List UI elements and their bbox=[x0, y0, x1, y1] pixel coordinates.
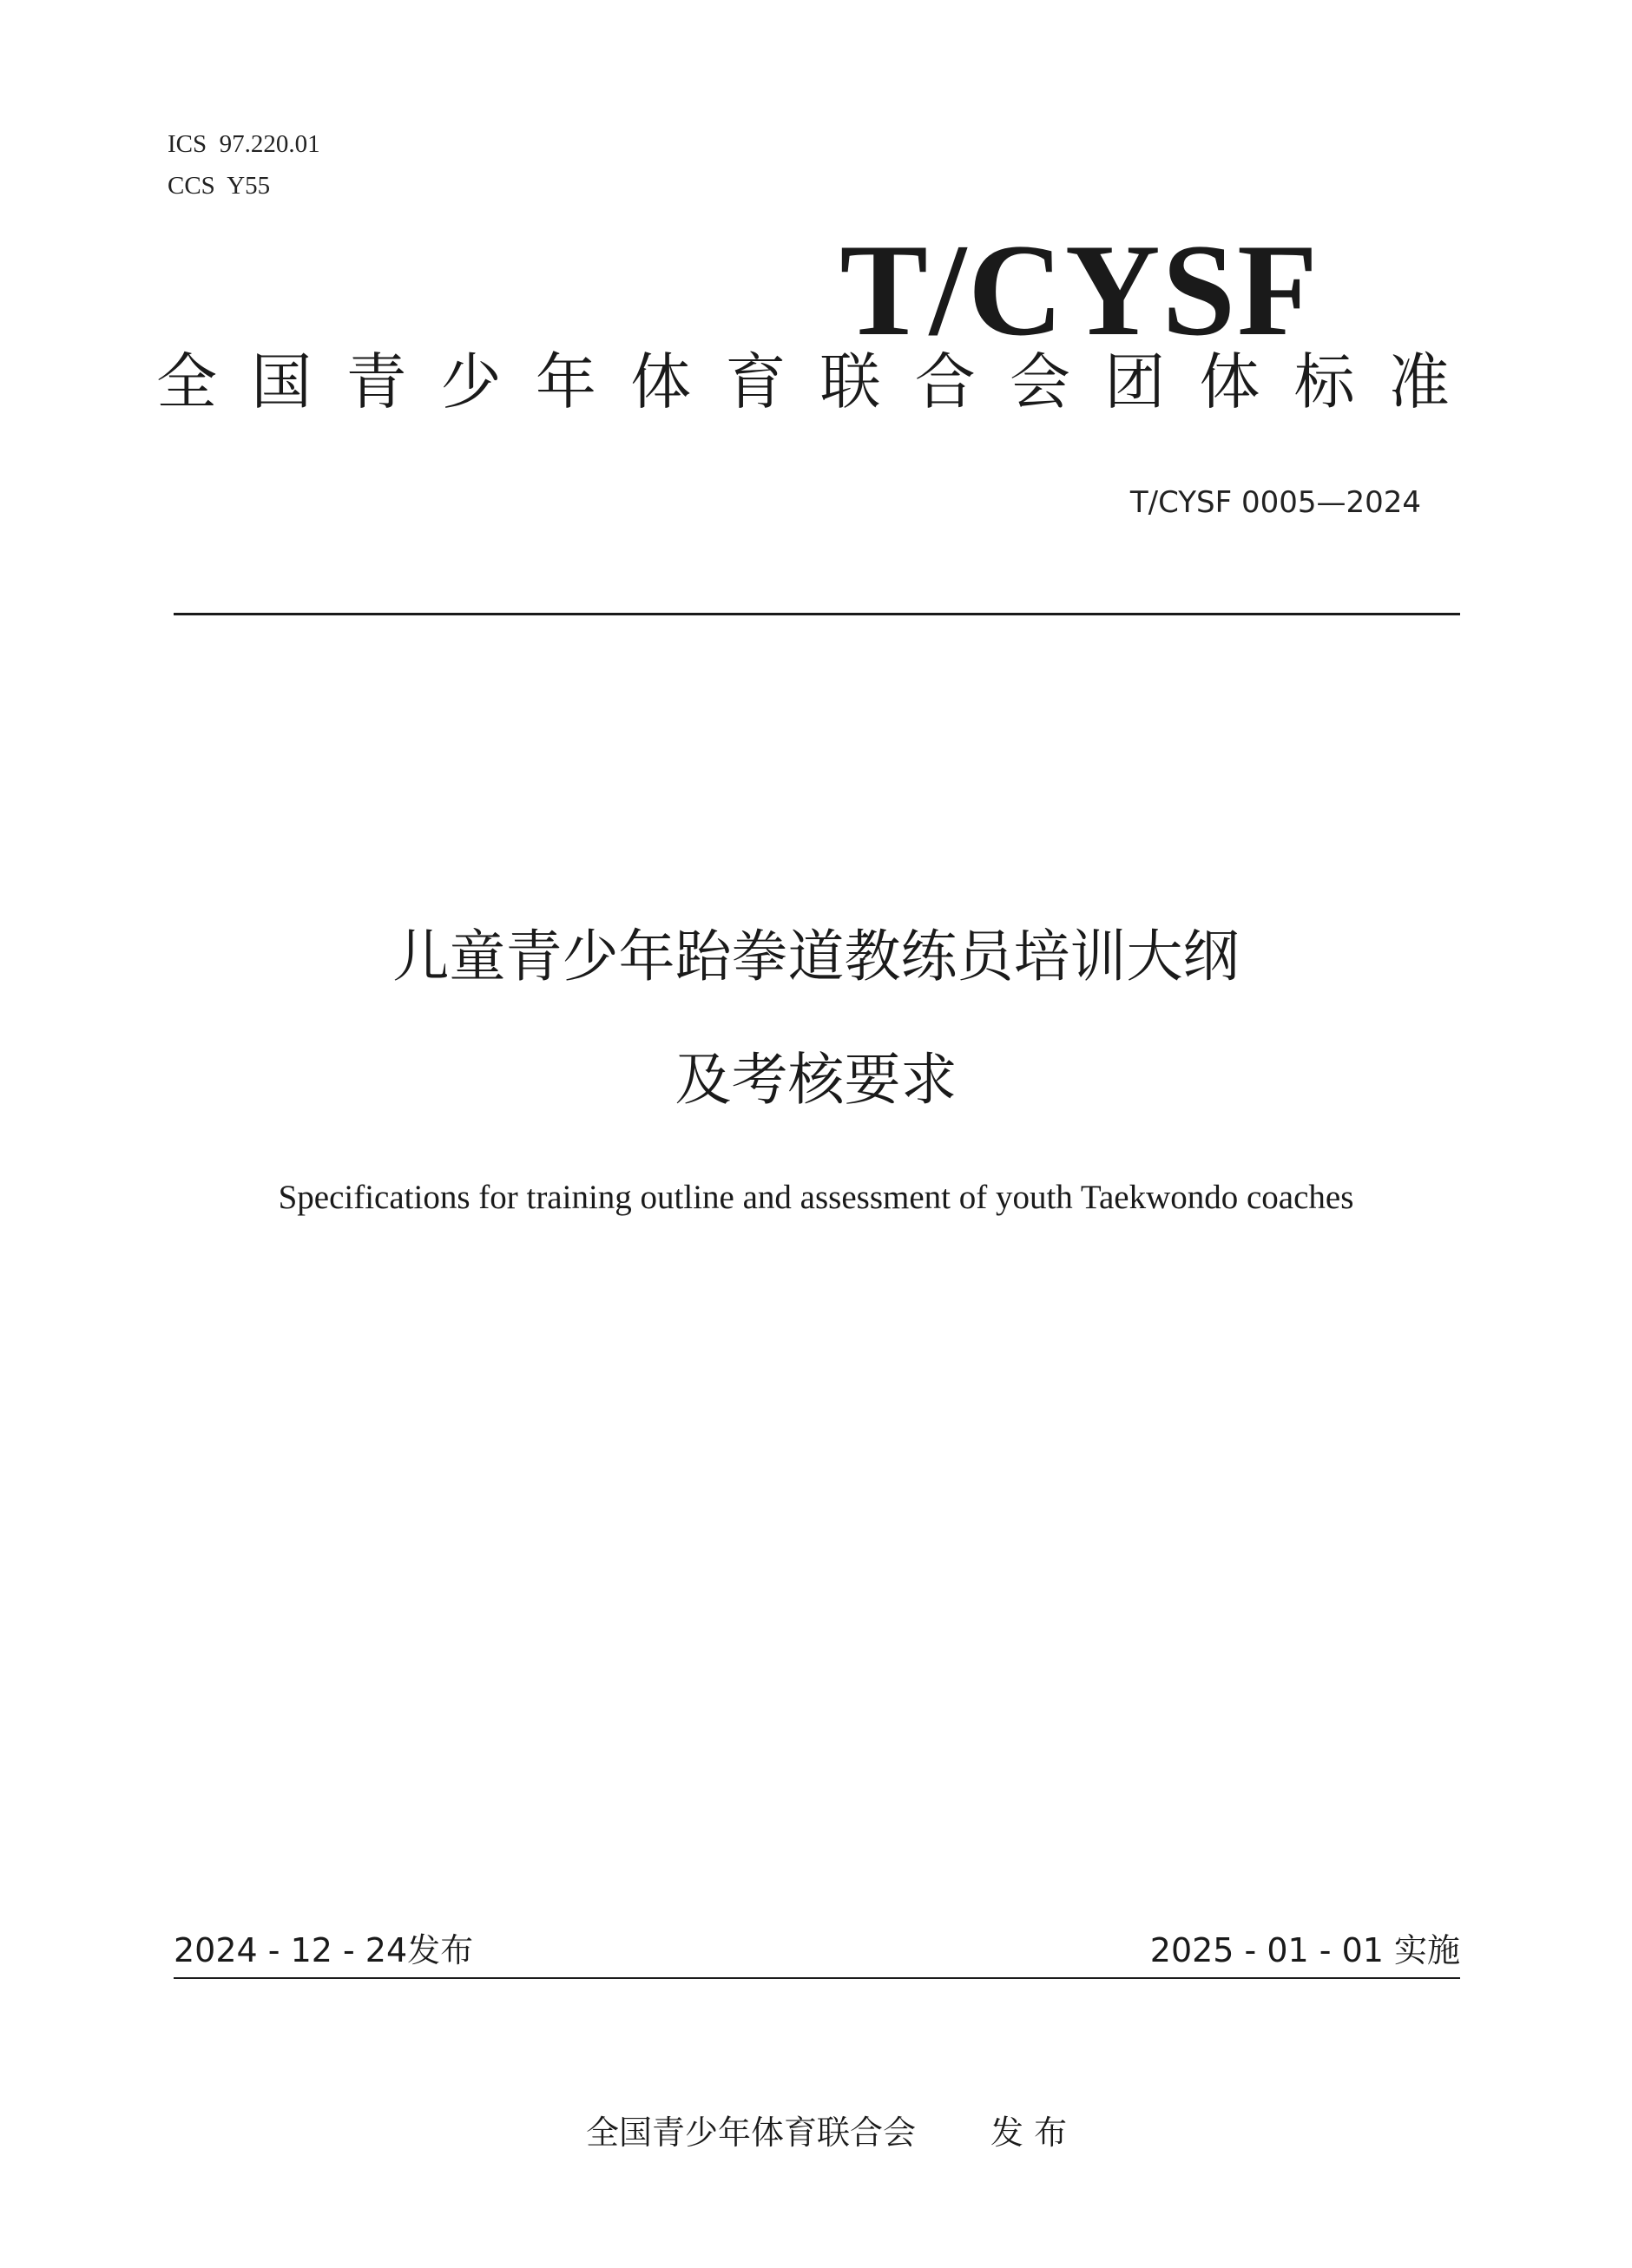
issuer-name: 全国青少年体育联合会 bbox=[586, 2114, 917, 2152]
issuer-line bbox=[0, 2083, 1632, 2152]
org-type-char: 体 bbox=[1199, 346, 1260, 417]
footer-divider bbox=[174, 1977, 1460, 1979]
standard-number: T/CYSF 0005—2024 bbox=[1129, 485, 1421, 520]
org-type-char: 标 bbox=[1293, 346, 1355, 417]
org-type-char: 育 bbox=[725, 346, 786, 417]
org-type-char: 全 bbox=[156, 346, 217, 417]
org-type-char: 青 bbox=[345, 346, 407, 417]
org-type-char: 合 bbox=[914, 346, 976, 417]
effective-date: 2025 - 01 - 01 实施 bbox=[1149, 1931, 1460, 1969]
publish-date: 2024 - 12 - 24发布 bbox=[174, 1931, 474, 1969]
org-type-char: 联 bbox=[819, 346, 881, 417]
org-type-char: 年 bbox=[535, 346, 596, 417]
title-en: Specifications for training outline and assessment of youth Taekwondo coaches bbox=[278, 1179, 1354, 1216]
org-type-char: 准 bbox=[1388, 346, 1450, 417]
title-zh-line2: 及考核要求 bbox=[675, 1048, 957, 1113]
issuer-action: 发 布 bbox=[990, 2114, 1068, 2152]
header-divider bbox=[174, 613, 1460, 615]
org-type-char: 会 bbox=[1009, 346, 1070, 417]
ics-code: ICS 97.220.01 bbox=[168, 130, 320, 158]
standard-type-heading bbox=[156, 346, 1450, 417]
org-type-char: 少 bbox=[440, 346, 502, 417]
org-type-char: 体 bbox=[630, 346, 692, 417]
org-type-char: 团 bbox=[1104, 346, 1166, 417]
standard-logo: T/CYSF bbox=[839, 217, 1319, 363]
org-type-char: 国 bbox=[251, 346, 313, 417]
ccs-code: CCS Y55 bbox=[168, 172, 271, 200]
title-zh-line1: 儿童青少年跆拳道教练员培训大纲 bbox=[392, 924, 1240, 989]
